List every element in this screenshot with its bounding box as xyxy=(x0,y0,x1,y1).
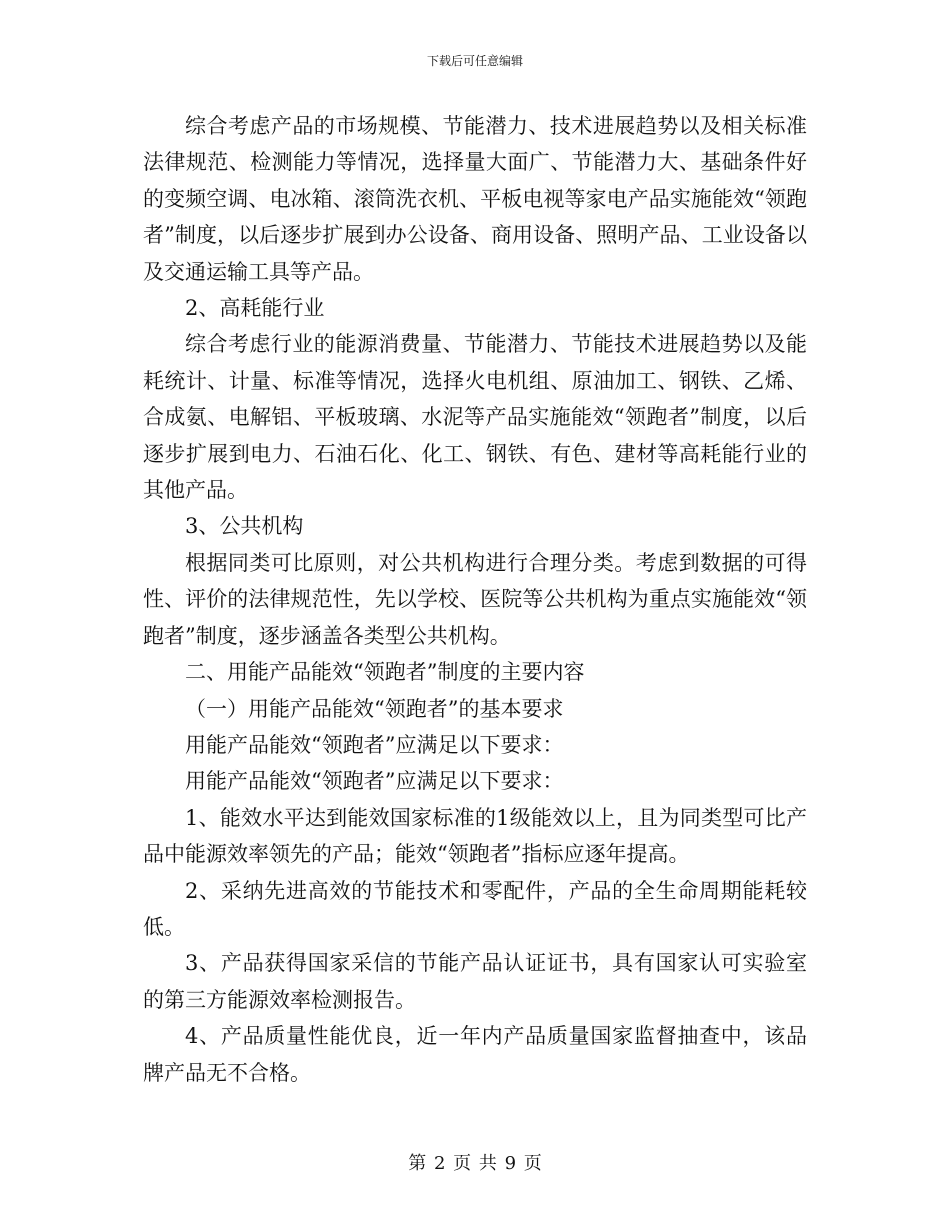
page-number: 第 2 页 共 9 页 xyxy=(408,1153,542,1174)
requirement-item-1: 1、能效水平达到能效国家标准的1级能效以上，且为同类型可比产品中能源效率领先的产品；能效“领跑者”指标应逐年提高。 xyxy=(143,805,807,867)
heading-public-institutions: 3、公共机构 xyxy=(185,514,304,539)
paragraph-industry-scope: 综合考虑行业的能源消费量、节能潜力、节能技术进展趋势以及能耗统计、计量、标准等情况，选择火电机组、原油加工、钢铁、乙烯、合成氨、电解铝、平板玻璃、水泥等产品实施能效“领跑者”制度，以后逐步扩展到电力、石油石化、化工、钢铁、有色、建材等高耗能行业的其他产品。 xyxy=(143,332,807,503)
heading-high-energy-industry: 2、高耗能行业 xyxy=(185,296,325,321)
requirement-item-4: 4、产品质量性能优良，近一年内产品质量国家监督抽查中，该品牌产品无不合格。 xyxy=(143,1024,807,1085)
subsection-heading-basic-requirements: （一）用能产品能效“领跑者”的基本要求 xyxy=(185,696,564,721)
requirement-item-2: 2、采纳先进高效的节能技术和零配件，产品的全生命周期能耗较低。 xyxy=(143,878,807,939)
page-header: 下载后可任意编辑 xyxy=(426,54,523,68)
paragraph-public-institutions: 根据同类可比原则，对公共机构进行合理分类。考虑到数据的可得性、评价的法律规范性，先以学校、医院等公共机构为重点实施能效“领跑者”制度，逐步涵盖各类型公共机构。 xyxy=(143,550,807,648)
document-body xyxy=(143,108,807,1091)
requirement-item-3: 3、产品获得国家采信的节能产品认证证书，具有国家认可实验室的第三方能源效率检测报告。 xyxy=(143,951,807,1012)
paragraph-product-scope: 综合考虑产品的市场规模、节能潜力、技术进展趋势以及相关标准法律规范、检测能力等情况，选择量大面广、节能潜力大、基础条件好的变频空调、电冰箱、滚筒洗衣机、平板电视等家电产品实施能效“领跑者”制度，以后逐步扩展到办公设备、商用设备、照明产品、工业设备以及交通运输工具等产品。 xyxy=(143,114,807,284)
paragraph-requirements-intro: 用能产品能效“领跑者”应满足以下要求： xyxy=(185,732,564,757)
paragraph-requirements-intro-repeat: 用能产品能效“领跑者”应满足以下要求： xyxy=(185,769,564,794)
section-heading-main-content: 二、用能产品能效“领跑者”制度的主要内容 xyxy=(185,660,585,685)
